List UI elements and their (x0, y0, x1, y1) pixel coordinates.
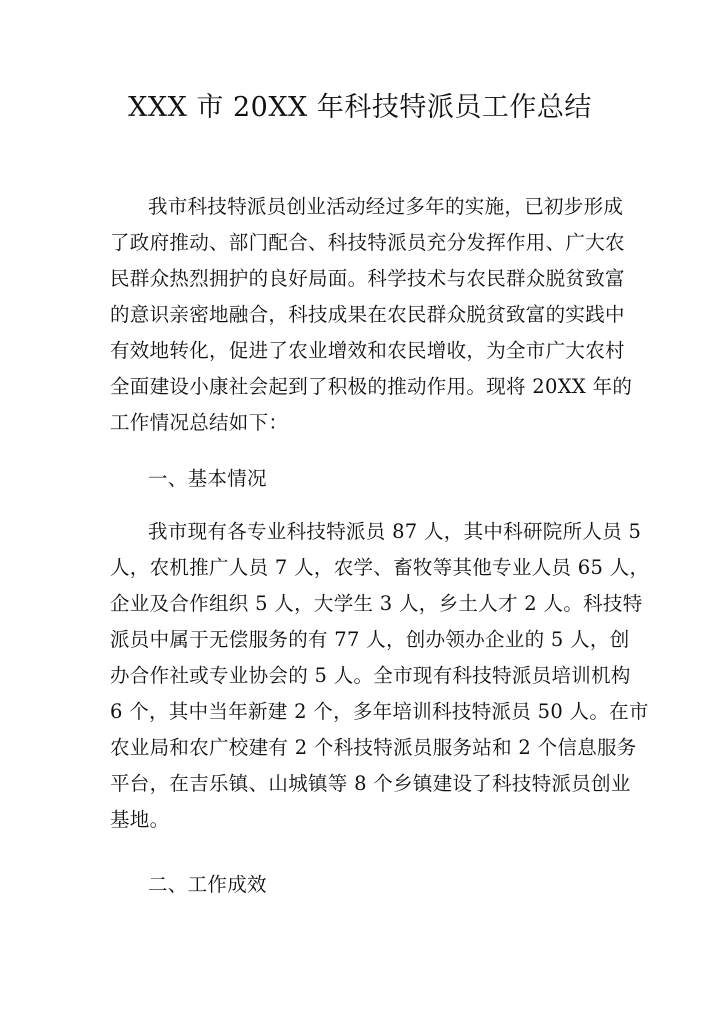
paragraph-line: 人，农机推广人员 7 人，农学、畜牧等其他专业人员 65 人， (110, 556, 650, 579)
section-heading-basic: 一、基本情况 (148, 467, 267, 490)
paragraph-line: 办合作社或专业协会的 5 人。全市现有科技特派员培训机构 (110, 664, 631, 687)
paragraph-line: 的意识亲密地融合，科技成果在农民群众脱贫致富的实践中 (110, 303, 625, 326)
paragraph-line: 农业局和农广校建有 2 个科技特派员服务站和 2 个信息服务 (110, 736, 637, 759)
document-title: XXX 市 20XX 年科技特派员工作总结 (128, 92, 592, 123)
paragraph-line: 有效地转化，促进了农业增效和农民增收，为全市广大农村 (110, 339, 625, 362)
paragraph-line: 全面建设小康社会起到了积极的推动作用。现将 20XX 年的 (110, 375, 633, 398)
paragraph-line: 基地。 (110, 808, 170, 831)
paragraph-line: 企业及合作组织 5 人，大学生 3 人，乡土人才 2 人。科技特 (110, 592, 643, 615)
paragraph-line: 了政府推动、部门配合、科技特派员充分发挥作用、广大农 (110, 231, 625, 254)
paragraph-line: 我市现有各专业科技特派员 87 人，其中科研院所人员 5 (148, 520, 642, 543)
paragraph-line: 民群众热烈拥护的良好局面。科学技术与农民群众脱贫致富 (110, 267, 625, 290)
section-heading-results: 二、工作成效 (148, 873, 267, 896)
paragraph-line: 平台，在吉乐镇、山城镇等 8 个乡镇建设了科技特派员创业 (110, 772, 631, 795)
paragraph-line: 派员中属于无偿服务的有 77 人，创办领办企业的 5 人，创 (110, 628, 630, 651)
paragraph-line: 6 个，其中当年新建 2 个，多年培训科技特派员 50 人。在市 (110, 700, 649, 723)
paragraph-line: 工作情况总结如下： (110, 411, 289, 434)
paragraph-line: 我市科技特派员创业活动经过多年的实施，已初步形成 (148, 195, 624, 218)
